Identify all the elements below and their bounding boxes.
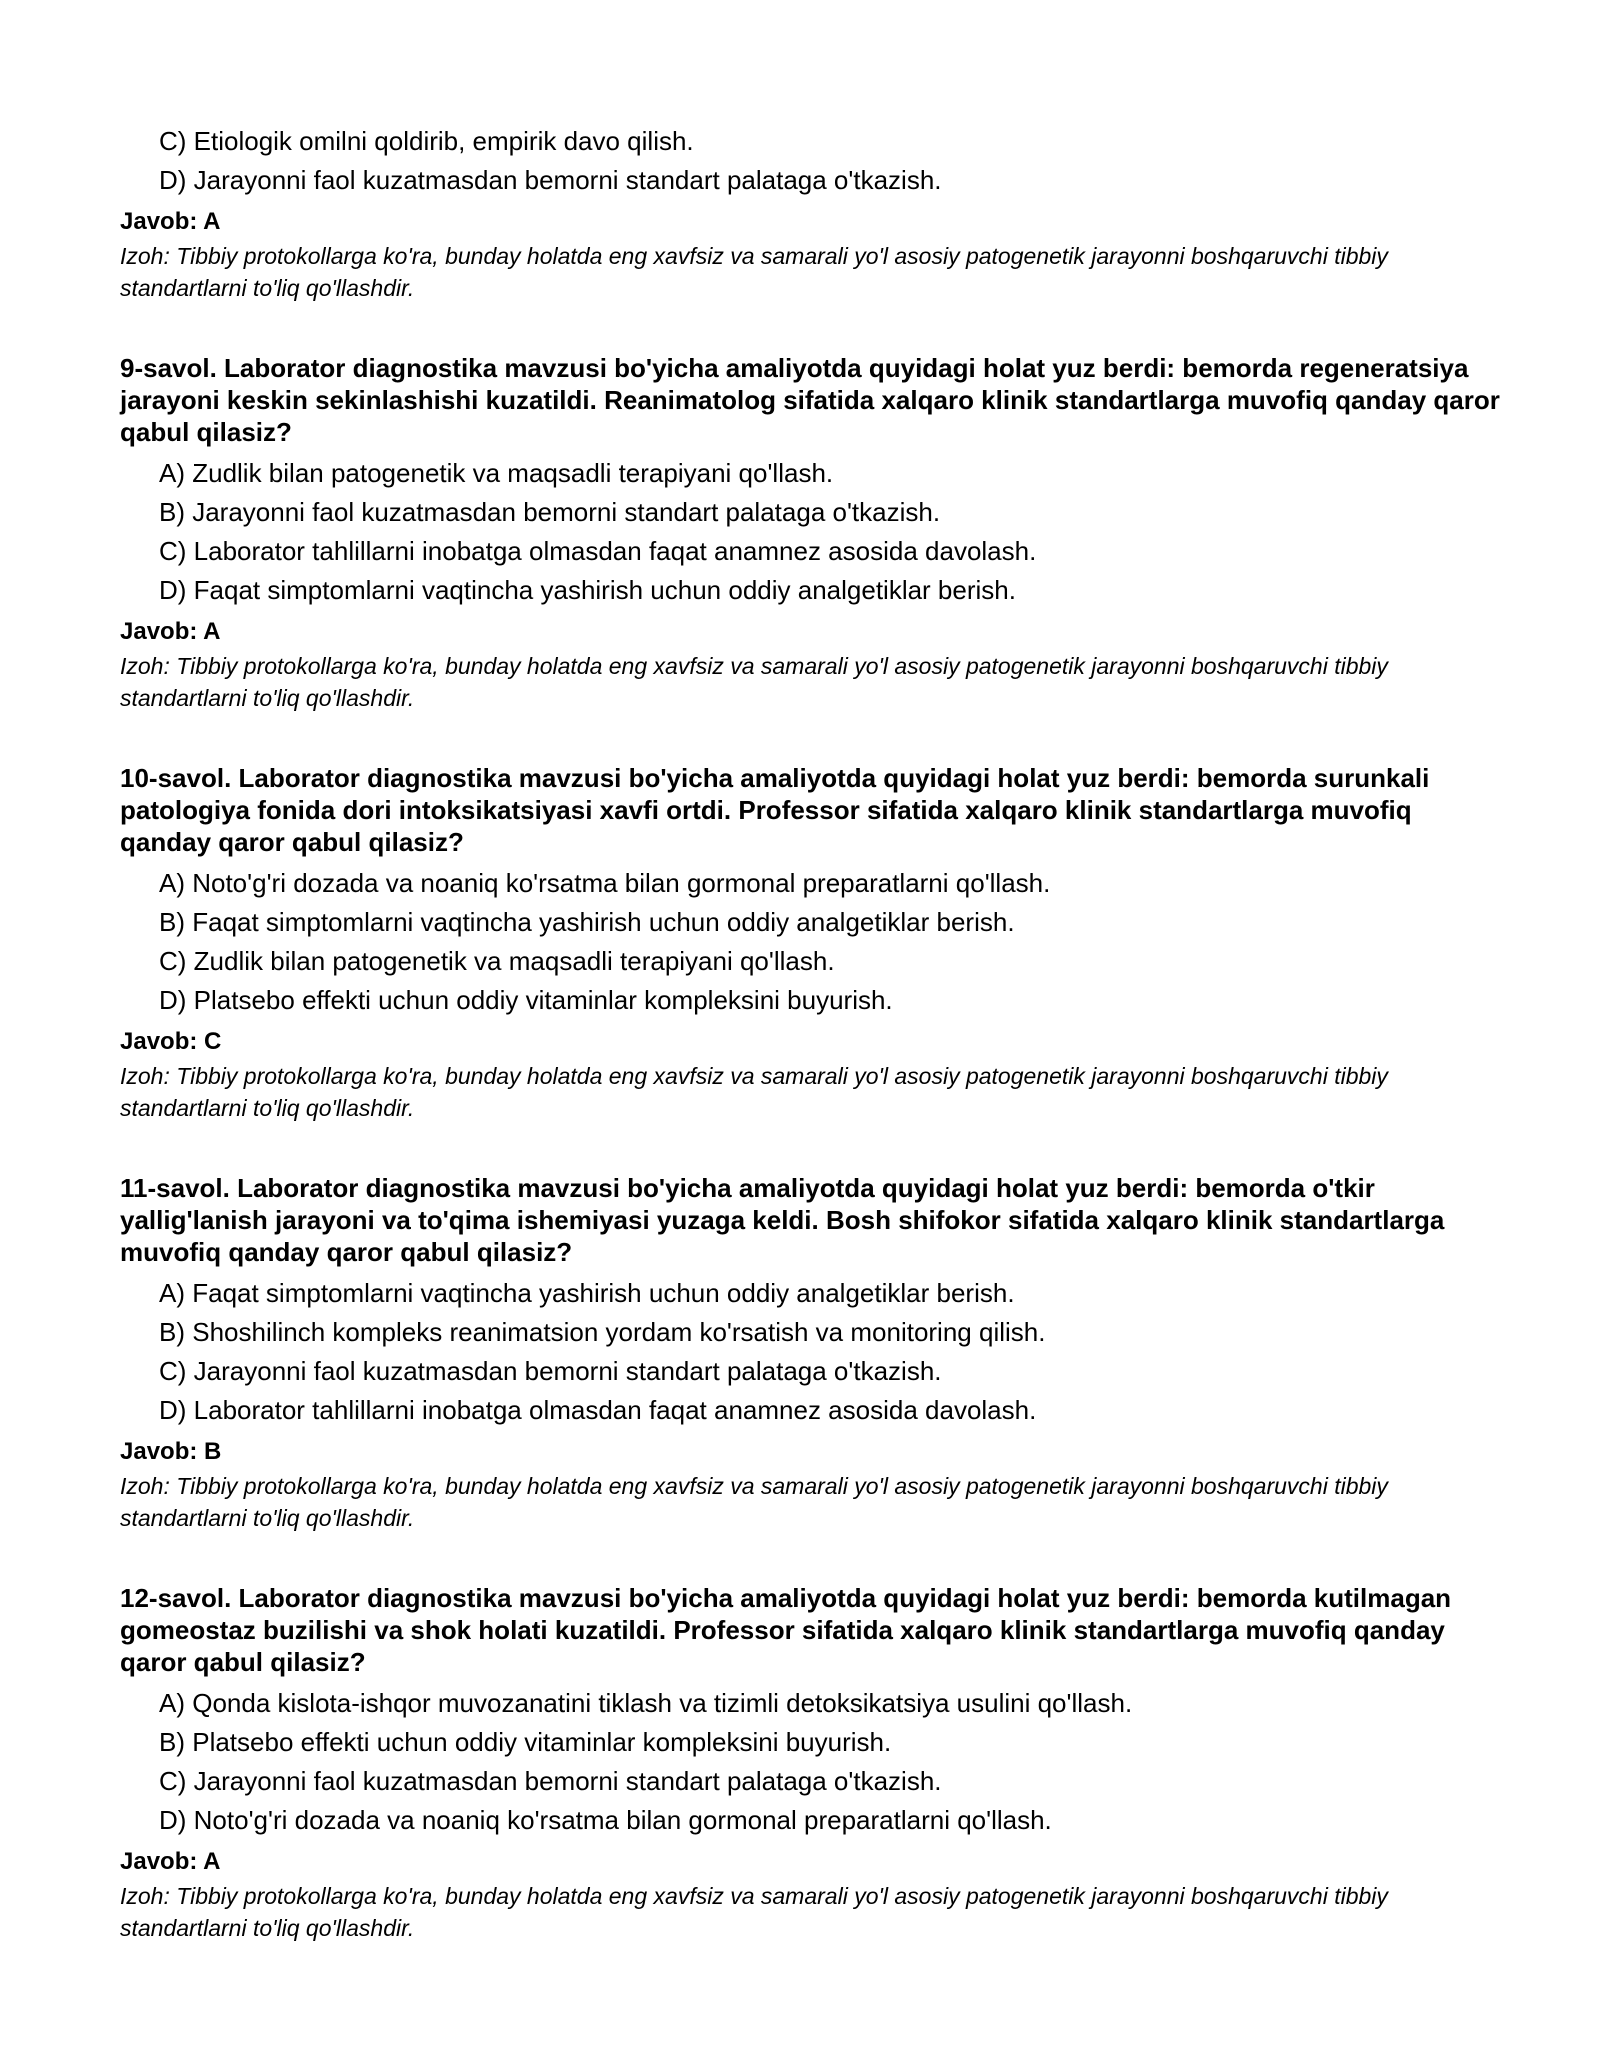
option-d: D) Laborator tahlillarni inobatga olmasdan faqat anamnez asosida davolash. — [159, 1395, 1037, 1425]
option-b: B) Platsebo effekti uchun oddiy vitaminlar kompleksini buyurish. — [159, 1727, 892, 1757]
document-page — [120, 122, 1500, 1944]
option-c: C) Laborator tahlillarni inobatga olmasdan faqat anamnez asosida davolash. — [159, 536, 1037, 566]
question-12 — [120, 1582, 1500, 1944]
answer-label: Javob: A — [120, 208, 221, 235]
option-c: C) Jarayonni faol kuzatmasdan bemorni standart palataga o'tkazish. — [159, 1356, 942, 1386]
answer-label: Javob: C — [120, 1028, 222, 1055]
option-list — [120, 454, 1500, 610]
option-list — [120, 1684, 1500, 1840]
option-c: C) Jarayonni faol kuzatmasdan bemorni standart palataga o'tkazish. — [159, 1766, 942, 1796]
option-a: A) Faqat simptomlarni vaqtincha yashirish uchun oddiy analgetiklar berish. — [159, 1278, 1015, 1308]
explanation-note: Izoh: Tibbiy protokollarga ko'ra, bunday holatda eng xavfsiz va samarali yo'l asosiy patogenetik jarayonni boshqaruvchi tibbiy standartlarni to'liq qo'llashdir. — [120, 1883, 1388, 1941]
option-a: A) Zudlik bilan patogenetik va maqsadli terapiyani qo'llash. — [159, 458, 834, 488]
option-c: C) Etiologik omilni qoldirib, empirik davo qilish. — [159, 126, 694, 156]
option-list — [120, 122, 1500, 200]
option-b: B) Jarayonni faol kuzatmasdan bemorni standart palataga o'tkazish. — [159, 497, 941, 527]
option-d: D) Faqat simptomlarni vaqtincha yashirish uchun oddiy analgetiklar berish. — [159, 575, 1016, 605]
question-11 — [120, 1172, 1500, 1534]
question-text: 9-savol. Laborator diagnostika mavzusi bo'yicha amaliyotda quyidagi holat yuz berdi: bemorda regeneratsiya jarayoni keskin sekinlashishi kuzatildi. Reanimatolog sifatida xalqaro klinik standartlarga muvofiq qanday qaror qabul qilasiz? — [120, 353, 1500, 447]
option-d: D) Jarayonni faol kuzatmasdan bemorni standart palataga o'tkazish. — [159, 165, 942, 195]
question-text: 10-savol. Laborator diagnostika mavzusi bo'yicha amaliyotda quyidagi holat yuz berdi: bemorda surunkali patologiya fonida dori intoksikatsiyasi xavfi ortdi. Professor sifatida xalqaro klinik standartlarga muvofiq qanday qaror qabul qilasiz? — [120, 763, 1430, 857]
option-b: B) Faqat simptomlarni vaqtincha yashirish uchun oddiy analgetiklar berish. — [159, 907, 1015, 937]
option-d: D) Platsebo effekti uchun oddiy vitaminlar kompleksini buyurish. — [159, 985, 893, 1015]
explanation-note: Izoh: Tibbiy protokollarga ko'ra, bunday holatda eng xavfsiz va samarali yo'l asosiy patogenetik jarayonni boshqaruvchi tibbiy standartlarni to'liq qo'llashdir. — [120, 1473, 1388, 1531]
option-c: C) Zudlik bilan patogenetik va maqsadli terapiyani qo'llash. — [159, 946, 835, 976]
question-text: 11-savol. Laborator diagnostika mavzusi bo'yicha amaliyotda quyidagi holat yuz berdi: bemorda o'tkir yallig'lanish jarayoni va to'qima ishemiyasi yuzaga keldi. Bosh shifokor sifatida xalqaro klinik standartlarga muvofiq qanday qaror qabul qilasiz? — [120, 1173, 1445, 1267]
answer-label: Javob: B — [120, 1438, 222, 1465]
explanation-note: Izoh: Tibbiy protokollarga ko'ra, bunday holatda eng xavfsiz va samarali yo'l asosiy patogenetik jarayonni boshqaruvchi tibbiy standartlarni to'liq qo'llashdir. — [120, 1063, 1388, 1121]
question-text: 12-savol. Laborator diagnostika mavzusi bo'yicha amaliyotda quyidagi holat yuz berdi: bemorda kutilmagan gomeostaz buzilishi va shok holati kuzatildi. Professor sifatida xalqaro klinik standartlarga muvofiq qanday qaror qabul qilasiz? — [120, 1583, 1452, 1677]
answer-label: Javob: A — [120, 1848, 221, 1875]
option-list — [120, 864, 1500, 1020]
question-9 — [120, 352, 1500, 714]
answer-label: Javob: A — [120, 618, 221, 645]
question-8-continuation — [120, 122, 1500, 304]
explanation-note: Izoh: Tibbiy protokollarga ko'ra, bunday holatda eng xavfsiz va samarali yo'l asosiy patogenetik jarayonni boshqaruvchi tibbiy standartlarni to'liq qo'llashdir. — [120, 653, 1388, 711]
option-a: A) Noto'g'ri dozada va noaniq ko'rsatma bilan gormonal preparatlarni qo'llash. — [159, 868, 1051, 898]
option-a: A) Qonda kislota-ishqor muvozanatini tiklash va tizimli detoksikatsiya usulini qo'llash. — [159, 1688, 1133, 1718]
option-list — [120, 1274, 1500, 1430]
explanation-note: Izoh: Tibbiy protokollarga ko'ra, bunday holatda eng xavfsiz va samarali yo'l asosiy patogenetik jarayonni boshqaruvchi tibbiy standartlarni to'liq qo'llashdir. — [120, 243, 1388, 301]
option-b: B) Shoshilinch kompleks reanimatsion yordam ko'rsatish va monitoring qilish. — [159, 1317, 1046, 1347]
option-d: D) Noto'g'ri dozada va noaniq ko'rsatma bilan gormonal preparatlarni qo'llash. — [159, 1805, 1052, 1835]
question-10 — [120, 762, 1500, 1124]
